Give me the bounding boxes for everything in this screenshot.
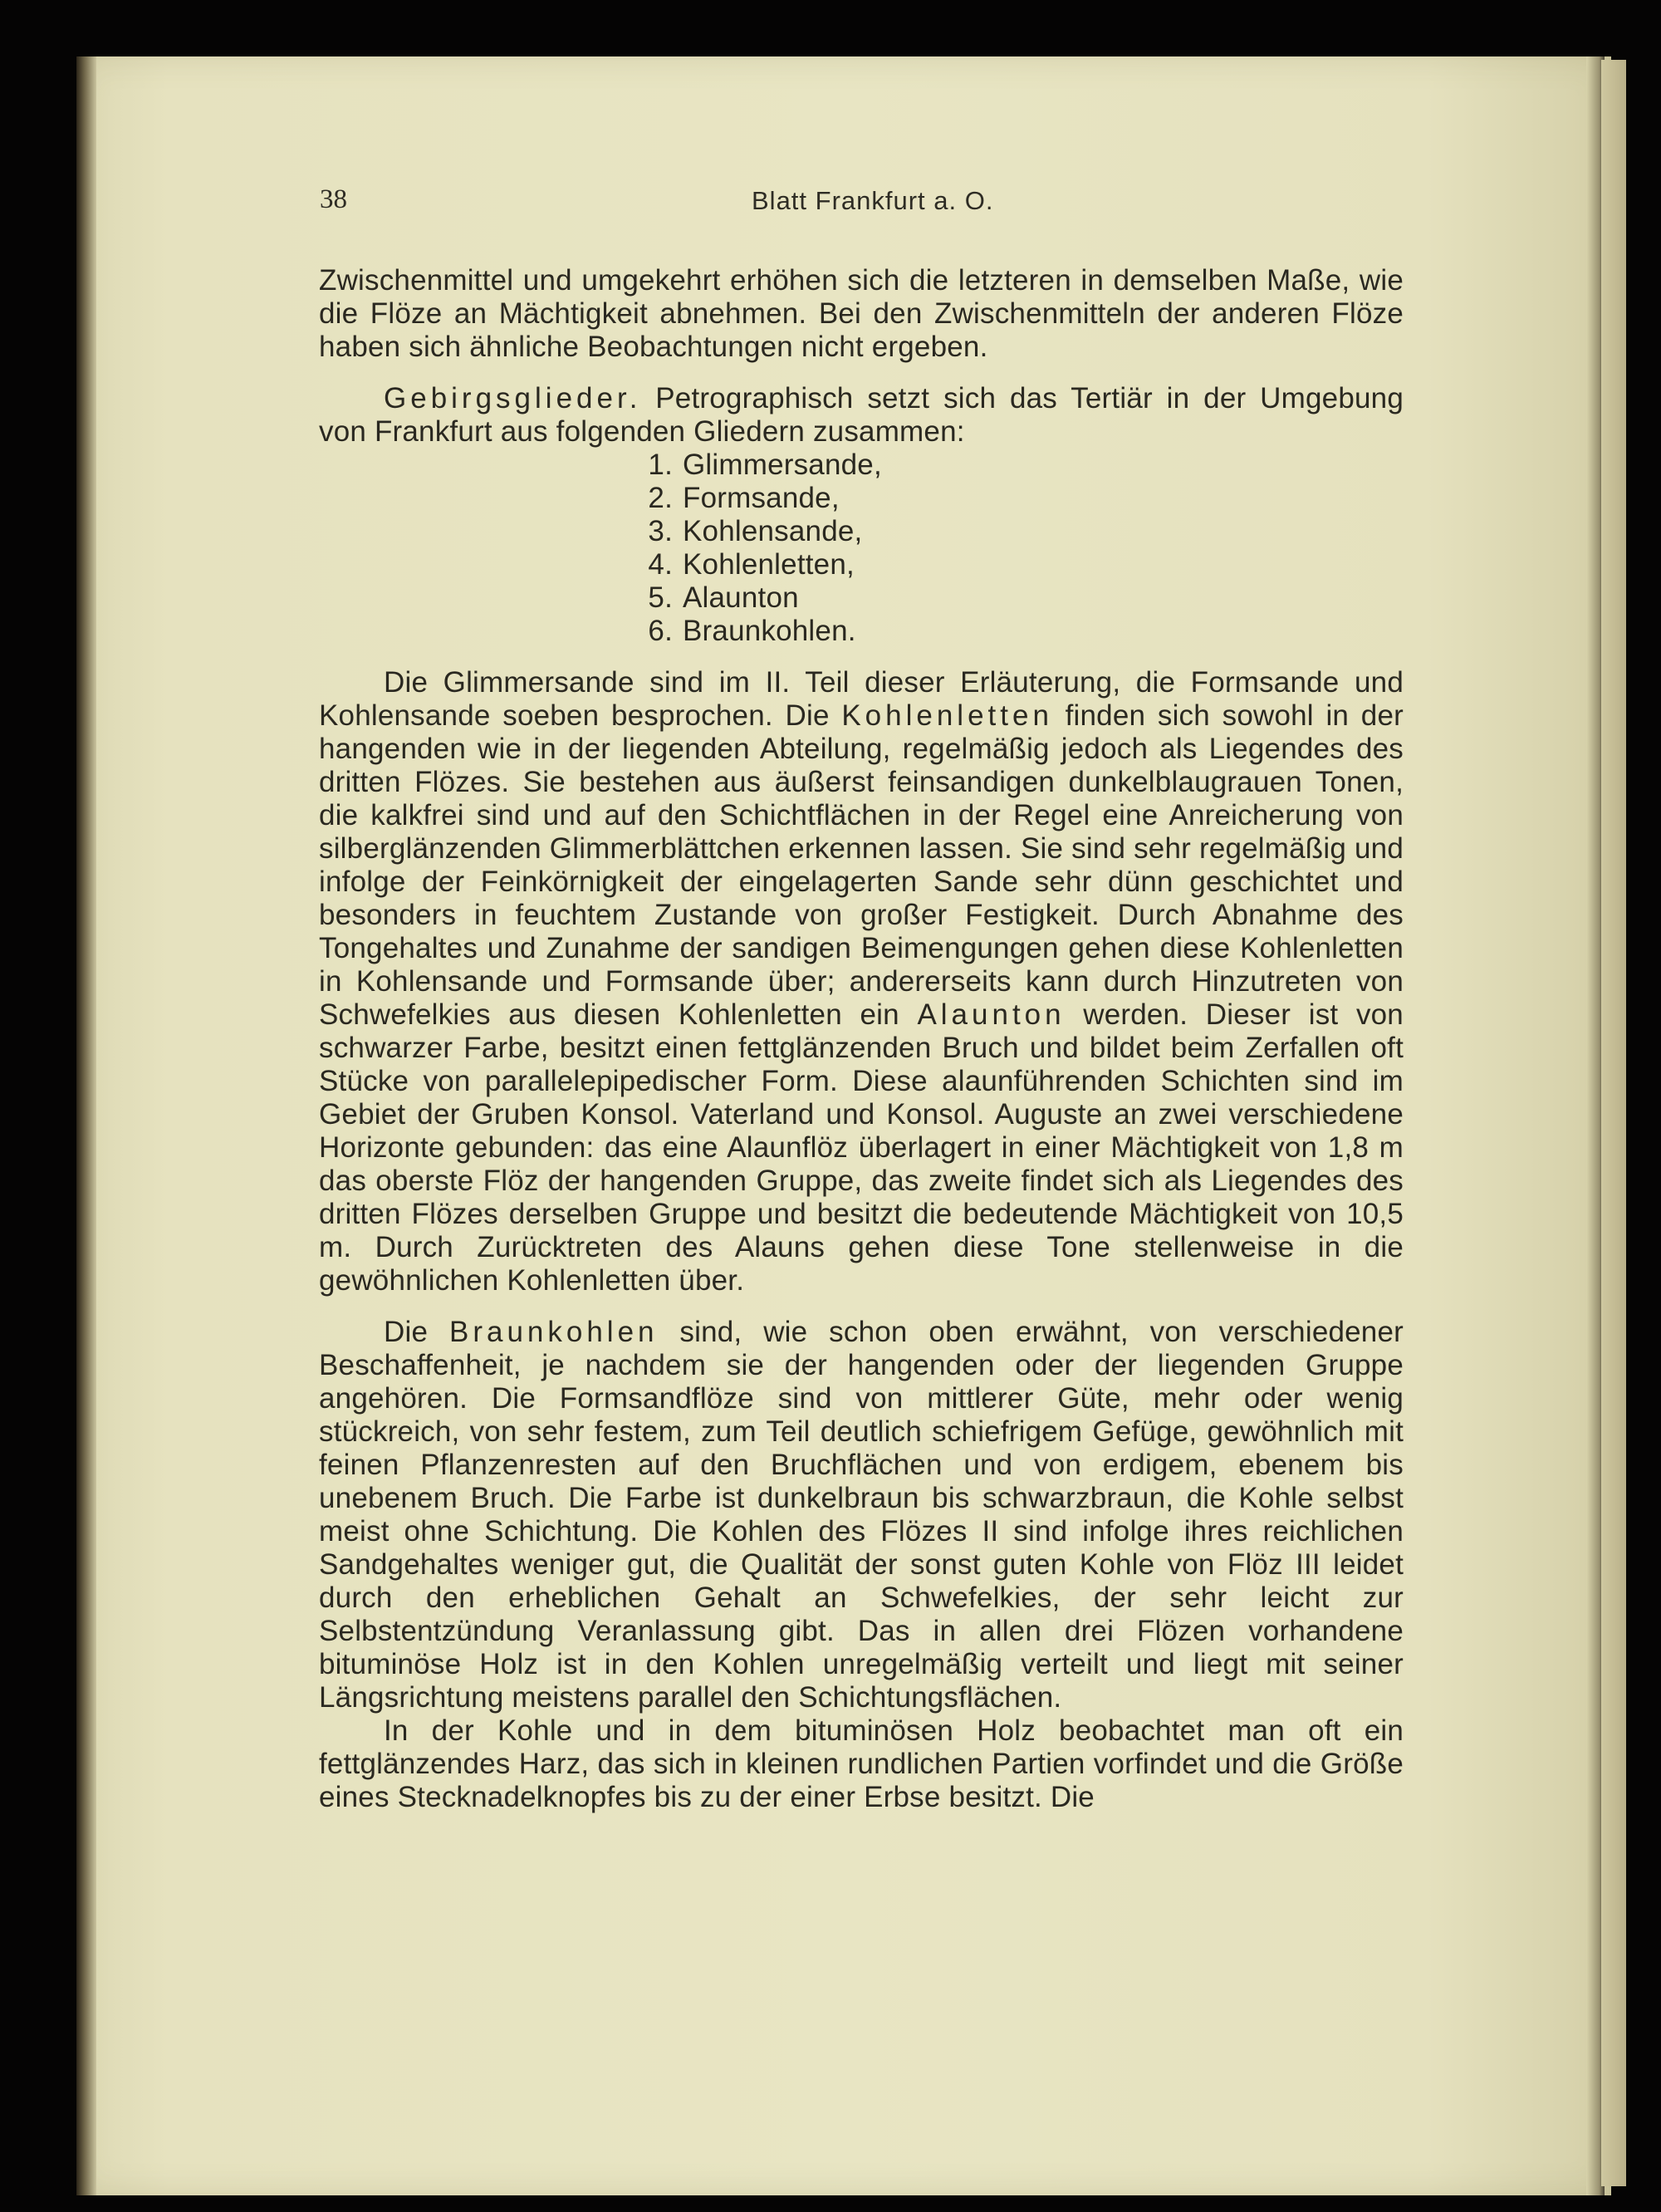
keyword-alaunton: Alaunton bbox=[917, 998, 1066, 1031]
list-label: Glimmersande, bbox=[683, 449, 882, 481]
list-item bbox=[635, 581, 1404, 615]
list-label: Alaunton bbox=[683, 581, 799, 614]
list-label: Kohlensande, bbox=[683, 515, 863, 547]
running-head: Blatt Frankfurt a. O. bbox=[752, 186, 994, 215]
list-label: Braunkohlen. bbox=[683, 615, 856, 647]
keyword-braunkohlen: Braunkohlen bbox=[448, 1316, 659, 1348]
list-number: 4. bbox=[648, 548, 673, 581]
paragraph-3-text-a: Die Glimmersande sind im II. Teil dieser Erläuterung, die Formsande und Kohlensande soeben besprochen. Die bbox=[319, 666, 1404, 732]
list-item bbox=[635, 449, 1404, 482]
section-heading-gebirgsglieder: Gebirgsglieder. bbox=[384, 382, 642, 414]
next-page-edge bbox=[1601, 60, 1626, 2186]
list-item bbox=[635, 515, 1404, 548]
list-item bbox=[635, 482, 1404, 515]
rock-unit-list bbox=[635, 449, 1404, 648]
page-number: 38 bbox=[320, 184, 347, 214]
list-number: 5. bbox=[648, 581, 673, 614]
list-number: 2. bbox=[648, 482, 673, 514]
list-label: Kohlenletten, bbox=[683, 548, 855, 581]
paragraph-2-text: Petrographisch setzt sich das Tertiär in der Umgebung von Frankfurt aus folgenden Gliedern zusammen: bbox=[319, 382, 1404, 448]
paragraph-3-text-c: werden. Dieser ist von schwarzer Farbe, besitzt einen fettglänzenden Bruch und bildet beim Zerfallen oft Stücke von parallelepipedischer Form. Diese alaunführenden Schichten sind im Gebiet der Gruben Konsol. Vaterland und Konsol. Auguste an zwei verschiedene Horizonte gebunden: das eine Alaunflöz überlagert in einer Mächtigkeit von 1,8 m das oberste Flöz der hangenden Gruppe, das zweite findet sich als Liegendes des dritten Flözes derselben Gruppe und besitzt die bedeutende Mächtigkeit von 10,5 m. Durch Zurücktreten des Alauns gehen diese Tone stellenweise in die gewöhnlichen Kohlenletten über. bbox=[319, 998, 1404, 1297]
body-text bbox=[319, 264, 1404, 1814]
list-number: 1. bbox=[648, 449, 673, 481]
page-header bbox=[320, 184, 1424, 226]
list-number: 3. bbox=[648, 515, 673, 547]
paragraph-3 bbox=[319, 666, 1404, 1297]
list-item bbox=[635, 548, 1404, 581]
list-item bbox=[635, 615, 1404, 648]
paragraph-4-text-b: sind, wie schon oben erwähnt, von verschiedener Beschaffenheit, je nachdem sie der hangenden oder der liegenden Gruppe angehören. Die Formsandflöze sind von mittlerer Güte, mehr oder wenig stückreich, von sehr festem, zum Teil deutlich schiefrigem Gefüge, gewöhnlich mit feinen Pflanzenresten auf den Bruchflächen und von erdigem, ebenem bis unebenem Bruch. Die Farbe ist dunkelbraun bis schwarzbraun, die Kohle selbst meist ohne Schichtung. Die Kohlen des Flözes II sind infolge ihres reichlichen Sandgehaltes weniger gut, die Qualität der sonst guten Kohle von Flöz III leidet durch den erheblichen Gehalt an Schwefelkies, der sehr leicht zur Selbstentzündung Veranlassung gibt. Das in allen drei Flözen vorhandene bituminöse Holz ist in den Kohlen unregelmäßig verteilt und liegt mit seiner Längsrichtung meistens parallel den Schichtungsflächen. bbox=[319, 1316, 1404, 1714]
paragraph-4 bbox=[319, 1316, 1404, 1714]
paragraph-3-text-b: finden sich sowohl in der hangenden wie in der liegenden Abteilung, regelmäßig jedoch als Liegendes des dritten Flözes. Sie bestehen aus äußerst feinsandigen dunkelblaugrauen Tonen, die kalkfrei sind und auf den Schichtflächen in der Regel eine Anreicherung von silberglänzenden Glimmerblättchen erkennen lassen. Sie sind sehr regelmäßig und infolge der Feinkörnigkeit der eingelagerten Sande sehr dünn geschichtet und besonders in feuchtem Zustande von großer Festigkeit. Durch Abnahme des Tongehaltes und Zunahme der sandigen Beimengungen gehen diese Kohlenletten in Kohlensande und Formsande über; andererseits kann durch Hinzutreten von Schwefelkies aus diesen Kohlenletten ein bbox=[319, 699, 1404, 1031]
list-number: 6. bbox=[648, 615, 673, 647]
paragraph-2 bbox=[319, 382, 1404, 449]
paragraph-5: In der Kohle und in dem bituminösen Holz beobachtet man oft ein fettglänzendes Harz, das sich in kleinen rundlichen Partien vorfindet und die Größe eines Stecknadelknopfes bis zu der einer Erbse besitzt. Die bbox=[319, 1714, 1404, 1813]
list-label: Formsande, bbox=[683, 482, 840, 514]
keyword-kohlenletten: Kohlenletten bbox=[841, 699, 1053, 732]
paragraph-1: Zwischenmittel und umgekehrt erhöhen sich die letzteren in demselben Maße, wie die Flöze an Mächtigkeit abnehmen. Bei den Zwischenmitteln der anderen Flöze haben sich ähnliche Beobachtungen nicht ergeben. bbox=[319, 264, 1404, 363]
paragraph-4-text-a: Die bbox=[384, 1316, 449, 1348]
page-left-edge bbox=[76, 56, 96, 2195]
